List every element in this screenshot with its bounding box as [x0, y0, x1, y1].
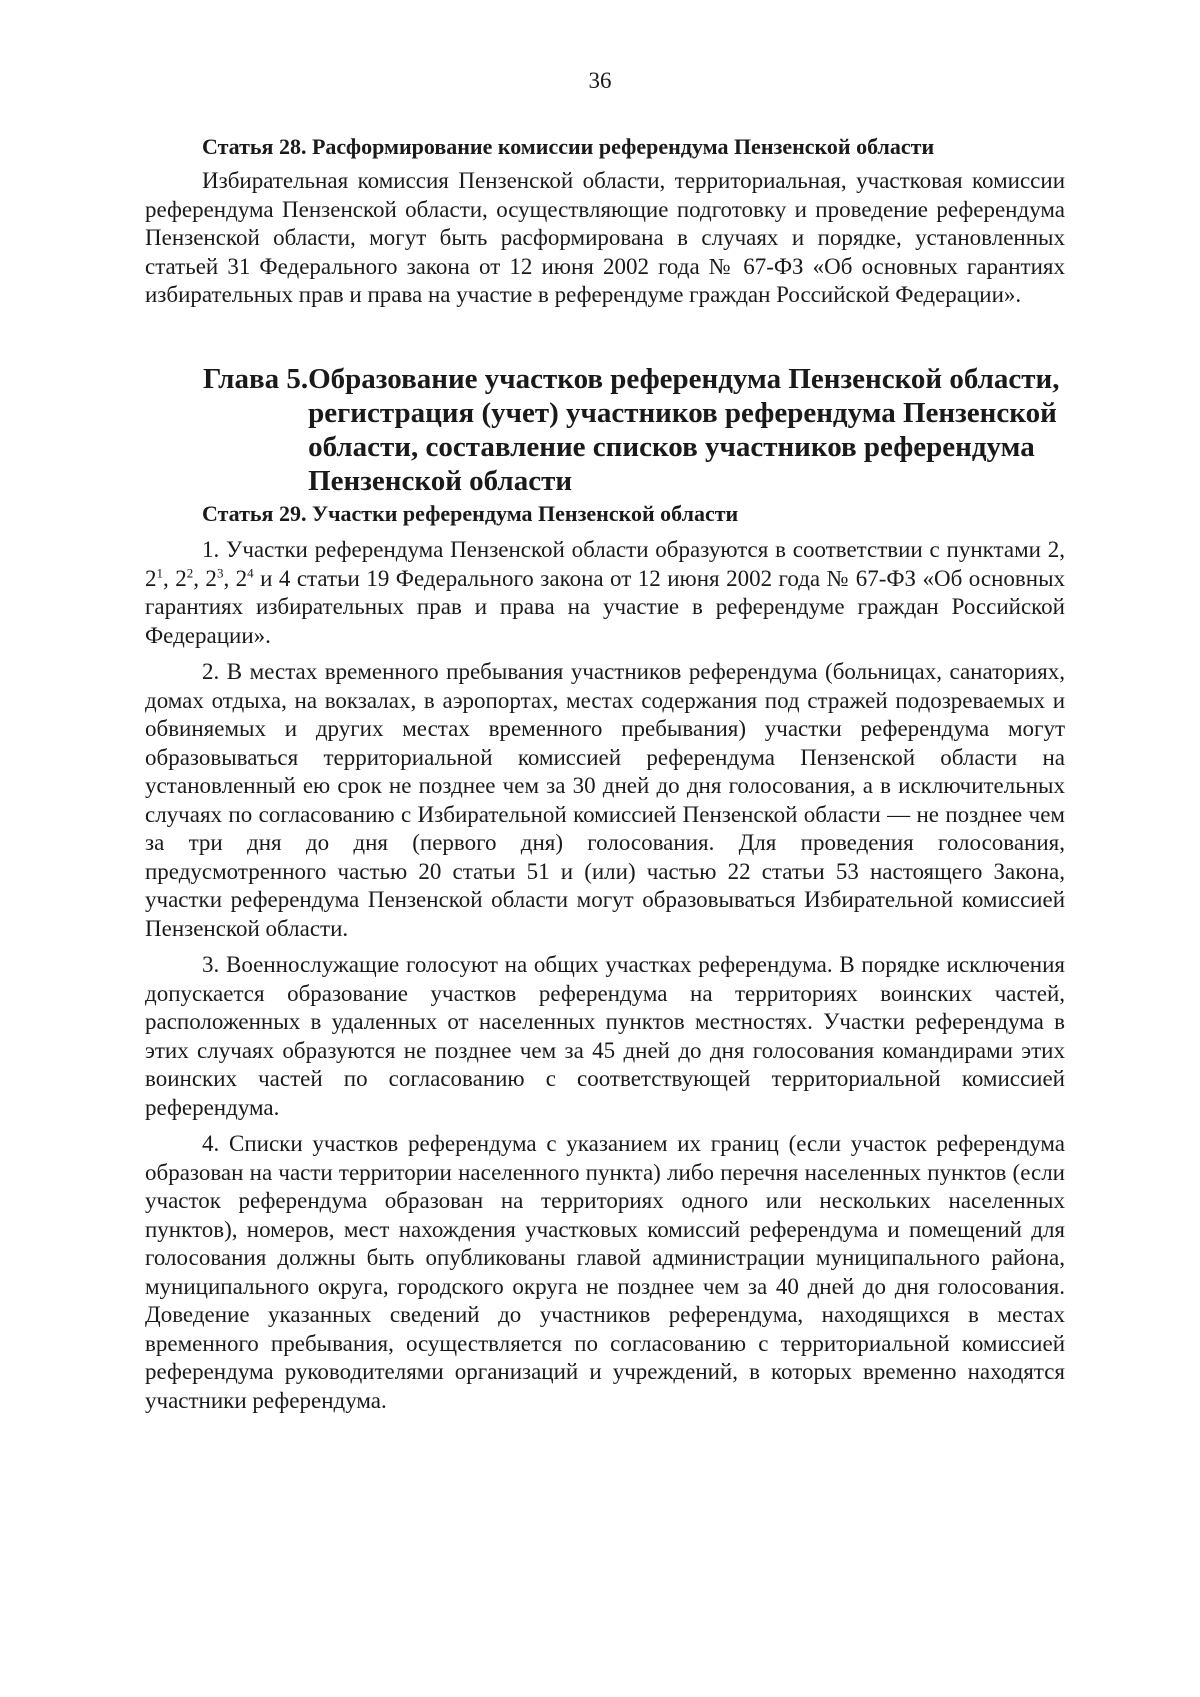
p1-sup-1: 1 [156, 564, 163, 580]
chapter-5-title: Образование участков референдума Пензенской области, регистрация (учет) участников референдума Пензенской области, составление списков участников референдума Пензенской области [308, 363, 1060, 497]
article-29-paragraph-1 [145, 536, 1065, 650]
chapter-5-prefix: Глава 5. [203, 363, 309, 395]
p1-text-end: и 4 статьи 19 Федерального закона от 12 июня 2002 года № 67-ФЗ «Об основных гарантиях избирательных прав и права на участие в референдуме граждан Российской Федерации». [145, 565, 1066, 648]
p1-text-start: 1. Участки референдума Пензенской области образуются в соответствии с пунктами 2, 2 [145, 537, 1065, 591]
article-28-text: Избирательная комиссия Пензенской области, территориальная, участковая комиссии референдума Пензенской области, осуществляющие подготовку и проведение референдума Пензенской области, могут быть расформирована в случаях и порядке, установленных статьей 31 Федерального закона от 12 июня 2002 года № 67-ФЗ «Об основных гарантиях избирательных прав и права на участие в референдуме граждан Российской Федерации». [145, 168, 1065, 307]
page-number: 36 [588, 68, 612, 93]
p1-sup-2: 2 [186, 564, 194, 580]
p1-sep-3: , 2 [223, 565, 248, 591]
article-29 [145, 500, 1065, 1415]
article-29-title: Статья 29. Участки референдума Пензенской области [202, 501, 739, 526]
p1-sep-2: , 2 [193, 565, 217, 591]
chapter-5-heading [203, 362, 1083, 498]
article-29-paragraph-2: 2. В местах временного пребывания участников референдума (больницах, санаториях, домах отдыха, на вокзалах, в аэропортах, местах содержания под стражей подозреваемых и обвиняемых и других местах временного пребывания) участки референдума могут образовываться территориальной комиссией референдума Пензенской области на установленный ею срок не позднее чем за 30 дней до дня голосования, а в исключительных случаях по согласованию с Избирательной комиссией Пензенской области — не позднее чем за три дня до дня (первого дня) голосования. Для проведения голосования, предусмотренного частью 20 статьи 51 и (или) частью 22 статьи 53 настоящего Закона, участки референдума Пензенской области могут образовываться Избирательной комиссией Пензенской области. [145, 659, 1065, 941]
p1-sep-1: , 2 [163, 565, 187, 591]
article-29-paragraph-4: 4. Списки участков референдума с указанием их границ (если участок референдума образован на части территории населенного пункта) либо перечня населенных пунктов (если участок референдума образован на территориях одного или нескольких населенных пунктов), номеров, мест нахождения участковых комиссий референдума и помещений для голосования должны быть опубликованы главой администрации муниципального района, муниципального округа, городского округа не позднее чем за 40 дней до дня голосования. Доведение указанных сведений до участников референдума, находящихся в местах временного пребывания, осуществляется по согласованию с территориальной комиссией референдума руководителями организаций и учреждений, в которых временно находятся участники референдума. [145, 1131, 1065, 1413]
article-29-paragraph-3: 3. Военнослужащие голосуют на общих участках референдума. В порядке исключения допускается образование участков референдума на территориях воинских частей, расположенных в удаленных от населенных пунктов местностях. Участки референдума в этих случаях образуются не позднее чем за 45 дней до дня голосования командирами этих воинских частей по согласованию с соответствующей территориальной комиссией референдума. [145, 952, 1065, 1120]
article-28-title: Статья 28. Расформирование комиссии референдума Пензенской области [202, 134, 935, 159]
article-28 [145, 133, 1065, 310]
p1-sup-4: 4 [247, 564, 254, 580]
p1-sup-3: 3 [216, 564, 224, 580]
